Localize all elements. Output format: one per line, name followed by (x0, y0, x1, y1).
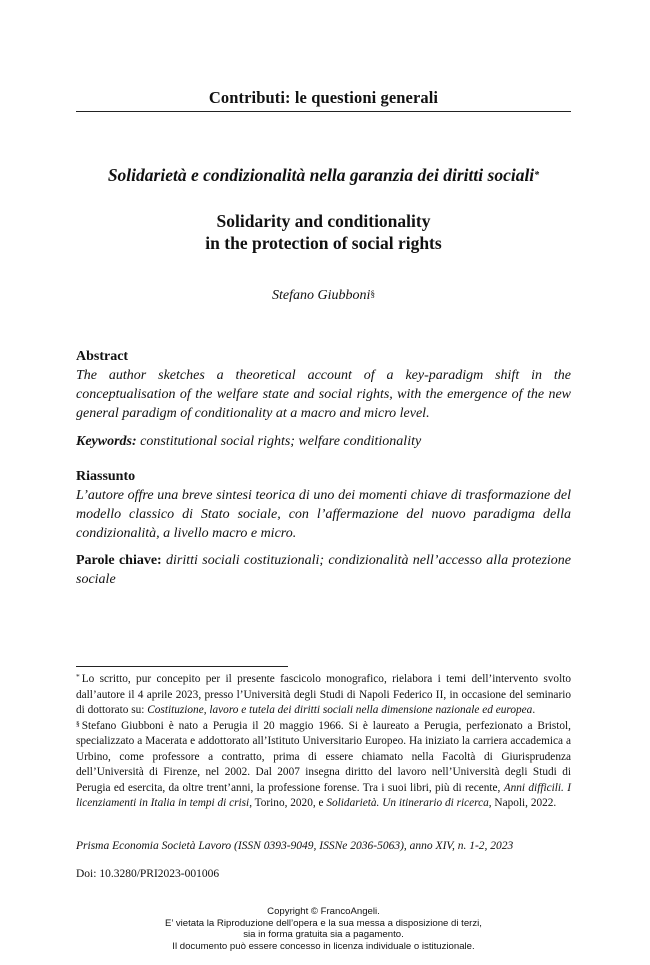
footnote-1-mark: * (76, 672, 80, 681)
journal-citation: Prisma Economia Società Lavoro (ISSN 0393-9049, ISSNe 2036-5063), anno XIV, n. 1-2, 2023 (76, 840, 514, 852)
title-italian-text: Solidarietà e condizionalità nella garanzia dei diritti sociali (107, 165, 535, 185)
parole-chiave-value: diritti sociali costituzionali; condizionalità nell’accesso alla protezione sociale (76, 553, 571, 587)
abstract-text: The author sketches a theoretical account of a key-paradigm shift in the conceptualisation of the welfare state and social rights, with the emergence of the new general paradigm of conditionality at a macro and micro level. (76, 368, 571, 421)
copyright-line-3: sia in forma gratuita sia a pagamento. (243, 929, 404, 940)
author-footnote-mark: § (370, 289, 375, 299)
footnote-1 (76, 672, 571, 719)
copyright-line-4: Il documento può essere concesso in licenza individuale o istituzionale. (172, 940, 475, 952)
footnote-rule (76, 666, 288, 667)
parole-chiave-label: Parole chiave: (76, 553, 162, 568)
parole-chiave-line (76, 551, 571, 589)
header-rule (76, 111, 571, 112)
abstract-heading: Abstract (76, 349, 129, 364)
footnote-2-italic-2: Solidarietà. Un itinerario di ricerca (326, 797, 489, 809)
footnote-2-text: Stefano Giubboni è nato a Perugia il 20 maggio 1966. Si è laureato a Perugia, perfezionato a Bristol, specializzato a Macerata e addottorato all’Istituto Universitario Europeo. Ha iniziato la carriera accademica a Urbino, come professore a contratto, prima di essere chiamato nella Facoltà di Giurisprudenza dell’Università di Firenze, nel 2002. Dal 2007 insegna diritto del lavoro nell’Università degli Studi di Perugia ed esercita, da oltre trent’anni, la professione forense. Tra i suoi libri, più di recente, (76, 719, 571, 794)
riassunto-section (76, 467, 571, 543)
title-english (76, 210, 571, 254)
title-english-line2: in the protection of social rights (205, 233, 442, 253)
footnotes (76, 672, 571, 812)
copyright-notice (76, 906, 571, 952)
footnote-2-end: , Napoli, 2022. (488, 797, 557, 809)
riassunto-heading: Riassunto (76, 469, 136, 484)
copyright-line-2: E’ vietata la Riproduzione dell’opera e la sua messa a disposizione di terzi, (165, 917, 482, 929)
footnote-2-mid: , Torino, 2020, e (249, 797, 327, 809)
footnote-1-italic: Costituzione, lavoro e tutela dei diritti sociali nella dimensione nazionale ed europea (147, 704, 533, 716)
title-italian (76, 165, 571, 186)
doi: Doi: 10.3280/PRI2023-001006 (76, 868, 220, 880)
author-name: Stefano Giubboni (272, 288, 371, 303)
footnote-2-italic-1: Anni difficili. I licenziamenti in Italia in tempi di crisi (76, 781, 571, 809)
copyright-line-1: Copyright © FrancoAngeli. (267, 906, 380, 917)
footnote-2-mark: § (76, 718, 80, 728)
footnote-2 (76, 719, 571, 812)
riassunto-text: L’autore offre una breve sintesi teorica di uno dei momenti chiave di trasformazione del modello classico di Stato sociale, con l’affermazione del nuovo paradigma della condizionalità, a livello macro e micro. (76, 488, 571, 541)
author (76, 288, 571, 304)
abstract-section (76, 347, 571, 423)
footnote-1-text: Lo scritto, pur concepito per il presente fascicolo monografico, rielabora i temi dell’intervento svolto dall’autore il 4 aprile 2023, presso l’Università degli Studi di Napoli Federico II, in occasione del seminario di dottorato su: (76, 673, 571, 716)
footnote-1-end: . (532, 704, 536, 716)
keywords-line (76, 432, 571, 451)
running-head: Contributi: le questioni generali (208, 88, 439, 107)
title-footnote-mark: * (534, 170, 540, 181)
keywords-label: Keywords: (76, 434, 137, 449)
keywords-value: constitutional social rights; welfare conditionality (140, 434, 422, 449)
title-english-line1: Solidarity and conditionality (216, 211, 431, 231)
